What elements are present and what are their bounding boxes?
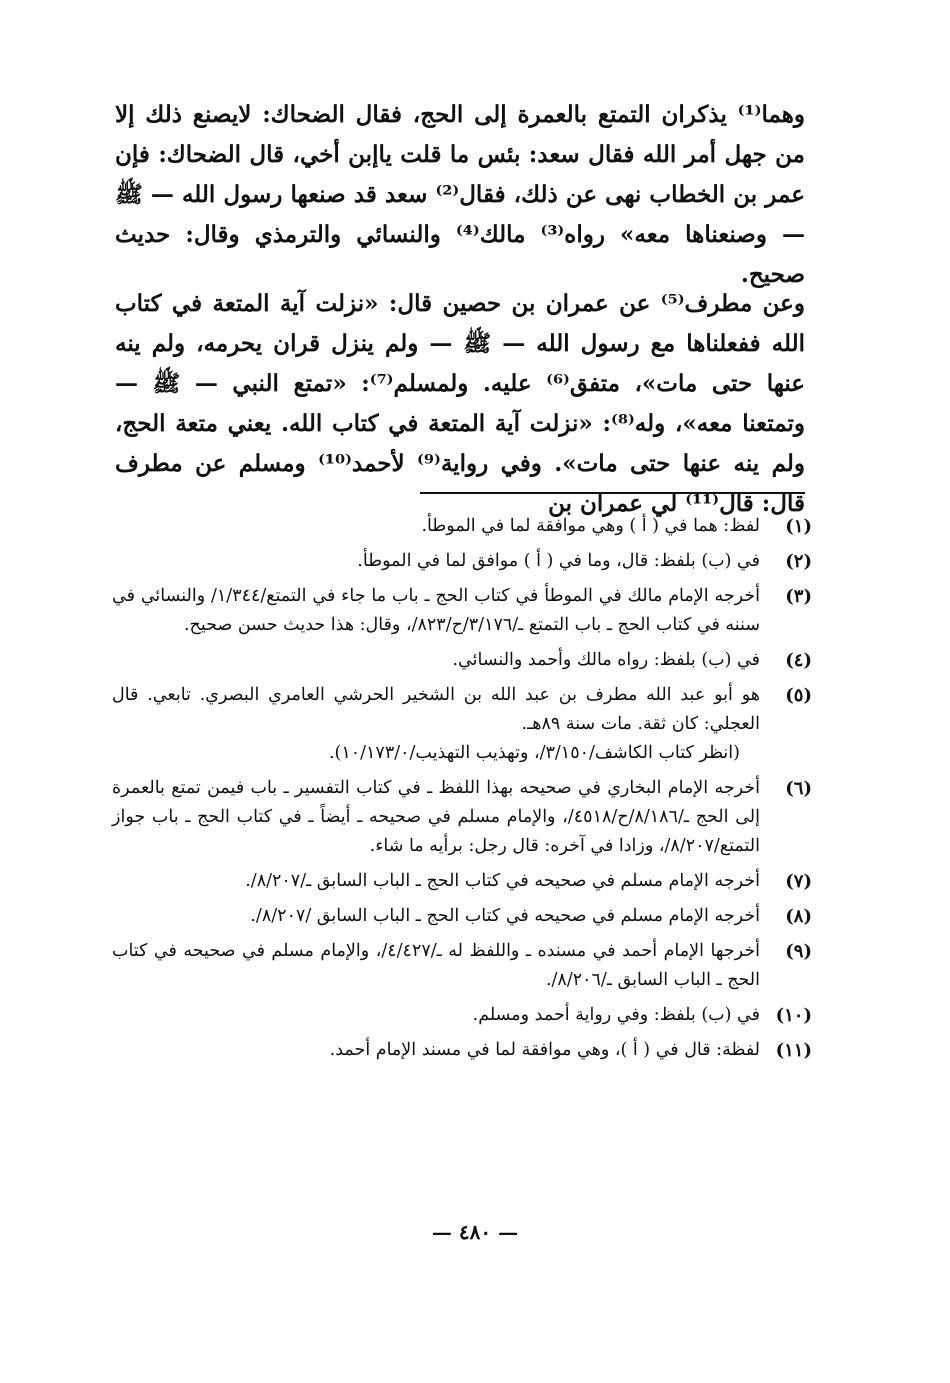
footnote-5: [112, 681, 812, 768]
footnote-text: هو أبو عبد الله مطرف بن عبد الله بن الشخير الحرشي العامري البصري. تابعي. قال العجلي: كان ثقة. مات سنة ٨٩هـ.: [112, 685, 760, 734]
footnote-number: (٩): [785, 941, 812, 962]
footnote-number: (١): [785, 516, 812, 537]
footnote-8: [112, 902, 812, 931]
footnote-number: (٣): [785, 586, 812, 607]
footnote-reference: (انظر كتاب الكاشف/٣/١٥٠/، وتهذيب التهذيب/١٠/١٧٣/٠).: [328, 743, 740, 763]
footnote-number: (٥): [785, 685, 812, 706]
footnote-number: (١١): [775, 1040, 812, 1061]
footnote-text: أخرجه الإمام مسلم في صحيحه في كتاب الحج ـ الباب السابق ـ/٨/٢٠٧/.: [245, 871, 760, 891]
main-paragraph-2: وعن مطرف⁽⁵⁾ عن عمران بن حصين قال: «نزلت آية المتعة في كتاب الله ففعلناها مع رسول الله — ﷺ — ولم ينزل قران يحرمه، ولم ينه عنها حتى مات»، متفق⁽⁶⁾ عليه. ولمسلم⁽⁷⁾: «تمتع النبي — ﷺ — وتمتعنا معه»، وله⁽⁸⁾: «نزلت آية المتعة في كتاب الله. يعني متعة الحج، ولم ينه عنها حتى مات». وفي رواية⁽⁹⁾ لأحمد⁽¹⁰⁾ ومسلم عن مطرف قال: قال⁽¹¹⁾ لي عمران بن: [115, 290, 805, 517]
main-paragraph-1: وهما⁽¹⁾ يذكران التمتع بالعمرة إلى الحج، فقال الضحاك: لايصنع ذلك إلا من جهل أمر الله فقال سعد: بئس ما قلت ياإبن أخي، قال الضحاك: فإن عمر بن الخطاب نهى عن ذلك، فقال⁽²⁾ سعد قد صنعها رسول الله — ﷺ — وصنعناها معه» رواه⁽³⁾ مالك⁽⁴⁾ والنسائي والترمذي وقال: حديث صحيح.: [115, 101, 805, 288]
footnotes-list: [112, 512, 812, 1071]
footnote-number: (٦): [785, 778, 812, 799]
footnote-6: [112, 774, 812, 861]
footnote-text: لفظ: هما في ( أ ) وهي موافقة لما في الموطأ.: [421, 516, 760, 536]
footnote-number: (٧): [785, 871, 812, 892]
footnote-4: [112, 646, 812, 675]
footnote-11: [112, 1036, 812, 1065]
footnote-text: أخرجها الإمام أحمد في مسنده ـ واللفظ له ـ/٤/٤٢٧/، والإمام مسلم في صحيحه في كتاب الحج ـ الباب السابق ـ/٨/٢٠٦/.: [112, 941, 760, 990]
footnote-text: في (ب) بلفظ: قال، وما في ( أ ) موافق لما في الموطأ.: [357, 551, 760, 571]
footnote-text: لفظة: قال في ( أ )، وهي موافقة لما في مسند الإمام أحمد.: [329, 1040, 760, 1060]
footnote-3: [112, 582, 812, 640]
page-number: — ٤٨٠ —: [431, 1220, 519, 1244]
footnote-1: [112, 512, 812, 541]
footnote-number: (٨): [785, 906, 812, 927]
footnote-10: [112, 1001, 812, 1030]
footnote-number: (٤): [785, 650, 812, 671]
footnote-text: أخرجه الإمام البخاري في صحيحه بهذا اللفظ ـ في كتاب التفسير ـ باب فيمن تمتع بالعمرة إلى الحج ـ/٨/١٨٦/ح/٤٥١٨/، والإمام مسلم في صحيحه ـ أيضاً ـ في كتاب الحج ـ باب جواز التمتع/٨/٢٠٧/، وزادا في آخره: قال رجل: برأيه ما شاء.: [112, 778, 760, 856]
footnote-number: (٢): [785, 551, 812, 572]
footnote-text: أخرجه الإمام مسلم في صحيحه في كتاب الحج ـ الباب السابق /٨/٢٠٧/.: [250, 906, 760, 926]
footnote-text: في (ب) بلفظ: رواه مالك وأحمد والنسائي.: [452, 650, 760, 670]
footnote-7: [112, 867, 812, 896]
footnote-separator: [420, 492, 805, 494]
footnote-9: [112, 937, 812, 995]
footnote-text: أخرجه الإمام مالك في الموطأ في كتاب الحج ـ باب ما جاء في التمتع/١/٣٤٤/ والنسائي في سننه في كتاب الحج ـ باب التمتع ـ/٣/١٧٦/ح/٨٢٣/، وقال: هذا حديث حسن صحيح.: [112, 586, 760, 635]
footnote-text: في (ب) بلفظ: وفي رواية أحمد ومسلم.: [472, 1005, 760, 1025]
footnote-number: (١٠): [775, 1005, 812, 1026]
footnote-2: [112, 547, 812, 576]
